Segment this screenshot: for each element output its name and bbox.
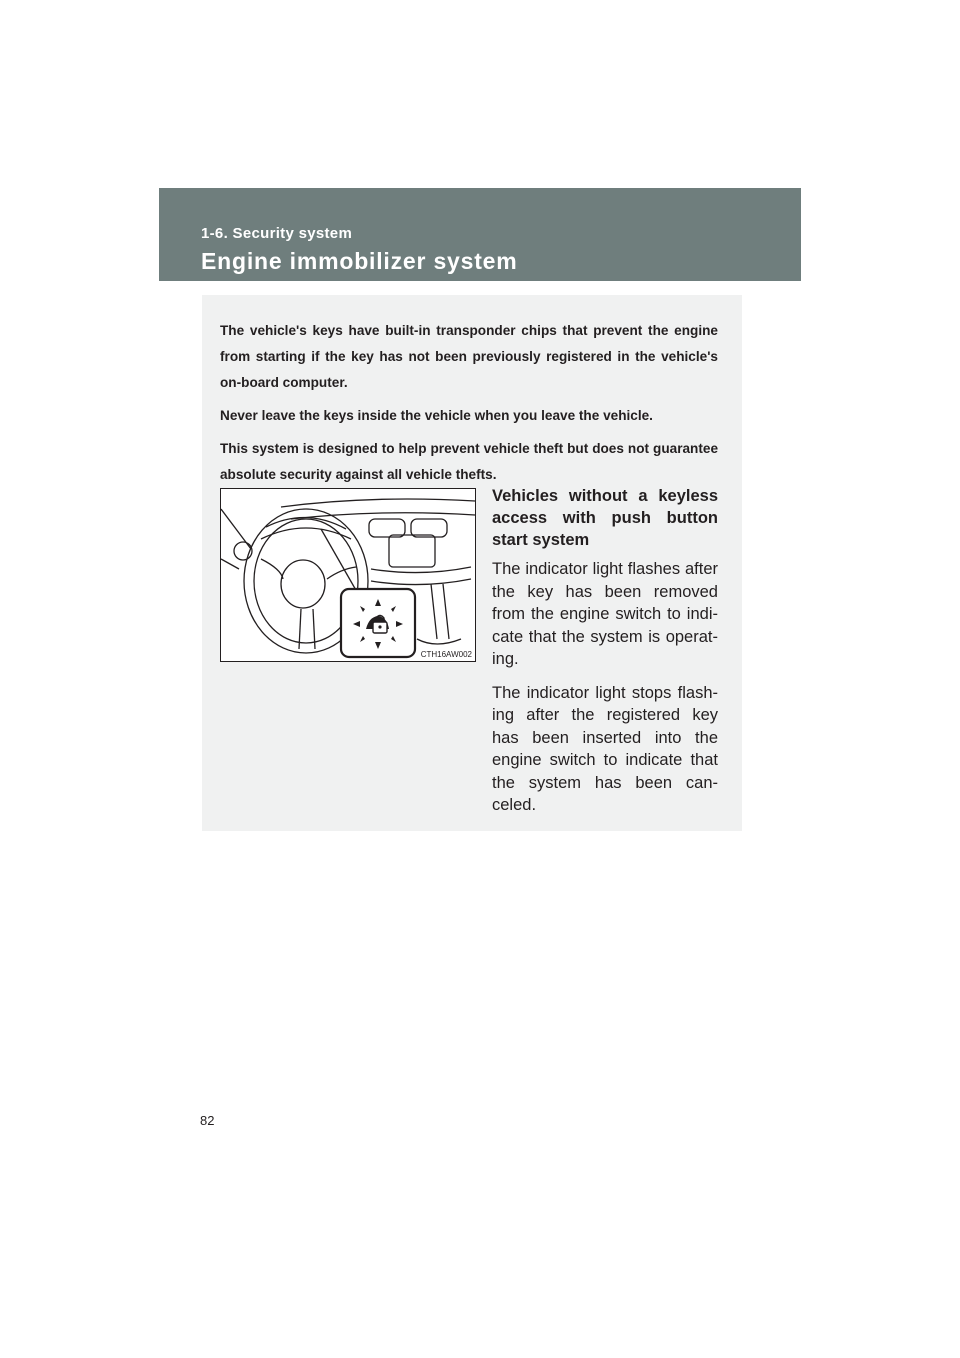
page-title: Engine immobilizer system [201, 248, 518, 274]
body-paragraph: The indicator light stops flash-ing after the registered key has been inserted into the engine switch to indicate that the system has been can-celed. [492, 683, 718, 814]
intro-paragraph: This system is designed to help prevent vehicle theft but does not guarantee absolute security against all vehicle thefts. [220, 441, 718, 482]
figure-code: CTH16AW002 [420, 650, 472, 659]
header-bar [159, 188, 801, 281]
intro-paragraph: Never leave the keys inside the vehicle when you leave the vehicle. [220, 408, 653, 423]
page-number: 82 [200, 1113, 215, 1128]
subsection-heading: Vehicles without a keyless access with push button start system [492, 487, 718, 549]
dashboard-illustration [220, 488, 476, 662]
content-box [202, 295, 742, 831]
subsection-body [492, 558, 718, 828]
intro-text [220, 318, 718, 495]
body-paragraph: The indicator light flashes after the key has been removed from the engine switch to indi-cate that the system is operat-ing. [492, 560, 718, 668]
dashboard-drawing [221, 489, 475, 661]
intro-paragraph: The vehicle's keys have built-in transponder chips that prevent the engine from starting if the key has not been previously registered in the vehicle's on-board computer. [220, 323, 718, 390]
section-label: 1-6. Security system [201, 225, 353, 242]
